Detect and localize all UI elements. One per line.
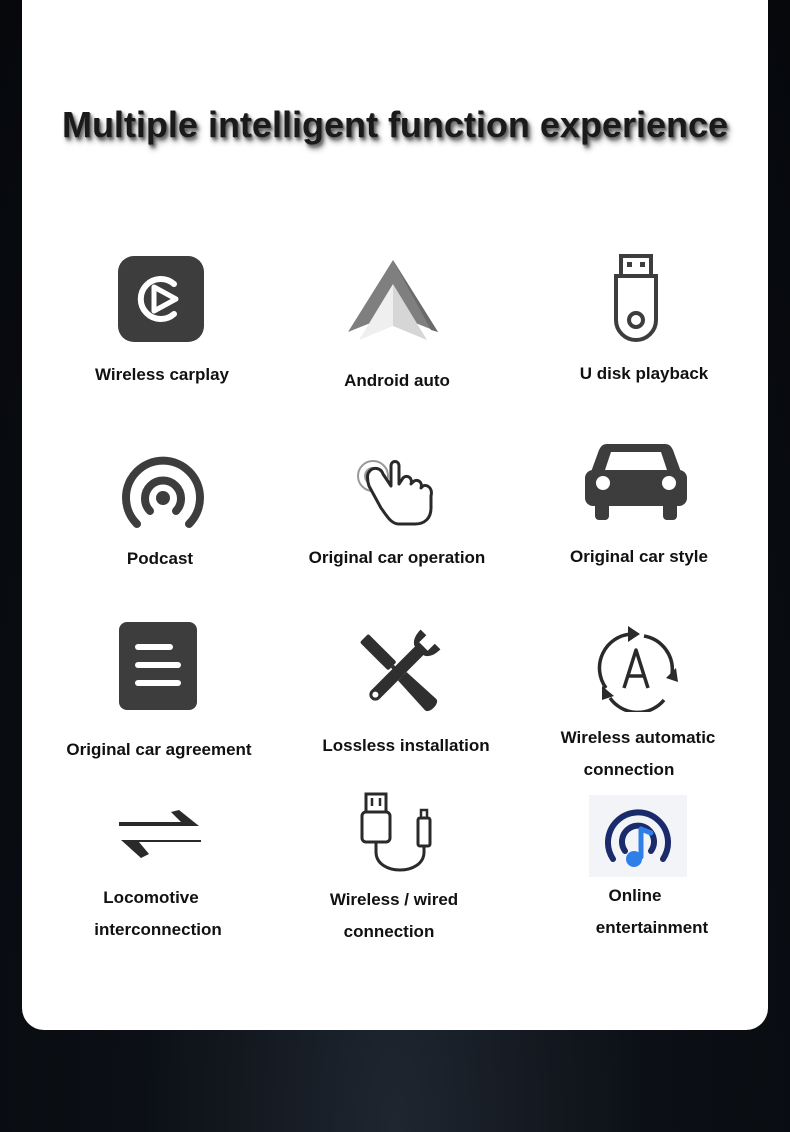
usb-drive-icon [612, 254, 660, 344]
wireless-wired-connection-label: Wireless / wired connection [329, 890, 459, 941]
original-car-style-label: Original car style [570, 547, 708, 566]
touch-hand-icon [355, 456, 435, 526]
music-podcast-icon [589, 795, 687, 877]
u-disk-playback-label: U disk playback [579, 364, 709, 383]
usb-cable-icon [360, 792, 436, 878]
podcast-label: Podcast [126, 549, 194, 568]
online-entertainment-label: Online entertainment [595, 886, 709, 937]
podcast-icon [120, 454, 206, 530]
auto-cycle-icon [592, 624, 680, 712]
original-car-operation-label: Original car operation [308, 548, 486, 567]
locomotive-interconnection-label: Locomotive interconnection [94, 888, 222, 939]
carplay-icon [118, 256, 204, 342]
swap-arrows-icon [119, 810, 201, 858]
lossless-installation-label: Lossless installation [322, 736, 490, 755]
android-auto-icon [347, 258, 439, 344]
wireless-automatic-connection-label: Wireless automatic connection [560, 728, 716, 779]
page-title: Multiple intelligent function experience [61, 104, 729, 145]
car-icon [585, 438, 687, 522]
tools-icon [354, 628, 442, 716]
document-icon [119, 622, 197, 710]
wireless-carplay-label: Wireless carplay [94, 365, 230, 384]
android-auto-label: Android auto [344, 371, 450, 390]
original-car-agreement-label: Original car agreement [66, 740, 252, 759]
